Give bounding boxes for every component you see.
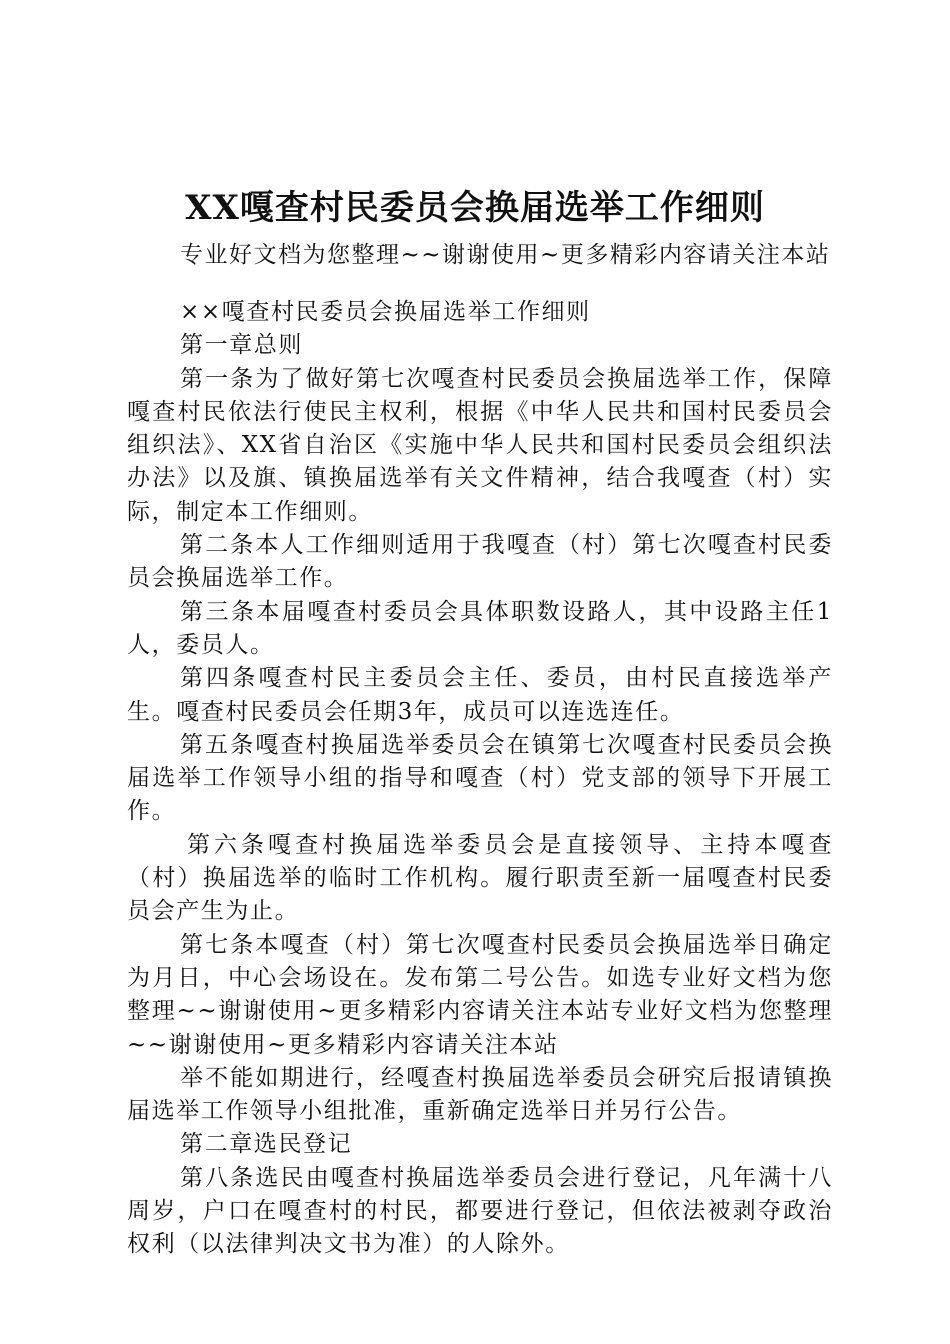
article-paragraph: 第三条本届嘎查村委员会具体职数设路人，其中设路主任1人，委员人。 <box>127 598 833 658</box>
section-heading: ××嘎查村民委员会换届选举工作细则 <box>180 299 591 325</box>
chapter-heading: 第一章总则 <box>180 332 303 359</box>
article-paragraph: 第一条为了做好第七次嘎查村民委员会换届选举工作，保障嘎查村民依法行使民主权利，根据《中华人民共和国村民委员会组织法》、XX省自治区《实施中华人民共和国村民委员会组织法办法》以及旗、镇换届选举有关文件精神，结合我嘎查（村）实际，制定本工作细则。 <box>127 365 833 525</box>
document-body <box>127 296 833 1262</box>
article-paragraph: 举不能如期进行，经嘎查村换届选举委员会研究后报请镇换届选举工作领导小组批准，重新确定选举日并另行公告。 <box>127 1064 833 1125</box>
article-paragraph: 第二条本人工作细则适用于我嘎查（村）第七次嘎查村民委员会换届选举工作。 <box>127 532 833 592</box>
article-paragraph: 第四条嘎查村民主委员会主任、委员，由村民直接选举产生。嘎查村民委员会任期3年，成员可以连选连任。 <box>127 665 833 725</box>
article-paragraph: 第七条本嘎查（村）第七次嘎查村民委员会换届选举日确定为月日，中心会场设在。发布第二号公告。如选专业好文档为您整理~~谢谢使用~更多精彩内容请关注本站专业好文档为您整理~~谢谢使用~更多精彩内容请关注本站 <box>127 931 833 1058</box>
article-paragraph: 第六条嘎查村换届选举委员会是直接领导、主持本嘎查（村）换届选举的临时工作机构。履行职责至新一届嘎查村民委员会产生为止。 <box>127 831 833 925</box>
document-title: XX嘎查村民委员会换届选举工作细则 <box>185 188 765 228</box>
chapter-heading: 第二章选民登记 <box>180 1131 353 1158</box>
article-paragraph: 第五条嘎查村换届选举委员会在镇第七次嘎查村民委员会换届选举工作领导小组的指导和嘎查（村）党支部的领导下开展工作。 <box>127 731 833 825</box>
document-subtitle: 专业好文档为您整理~~谢谢使用~更多精彩内容请关注本站 <box>180 242 831 268</box>
article-paragraph: 第八条选民由嘎查村换届选举委员会进行登记，凡年满十八周岁，户口在嘎查村的村民，都要进行登记，但依法被剥夺政治权利（以法律判决文书为准）的人除外。 <box>127 1164 833 1258</box>
